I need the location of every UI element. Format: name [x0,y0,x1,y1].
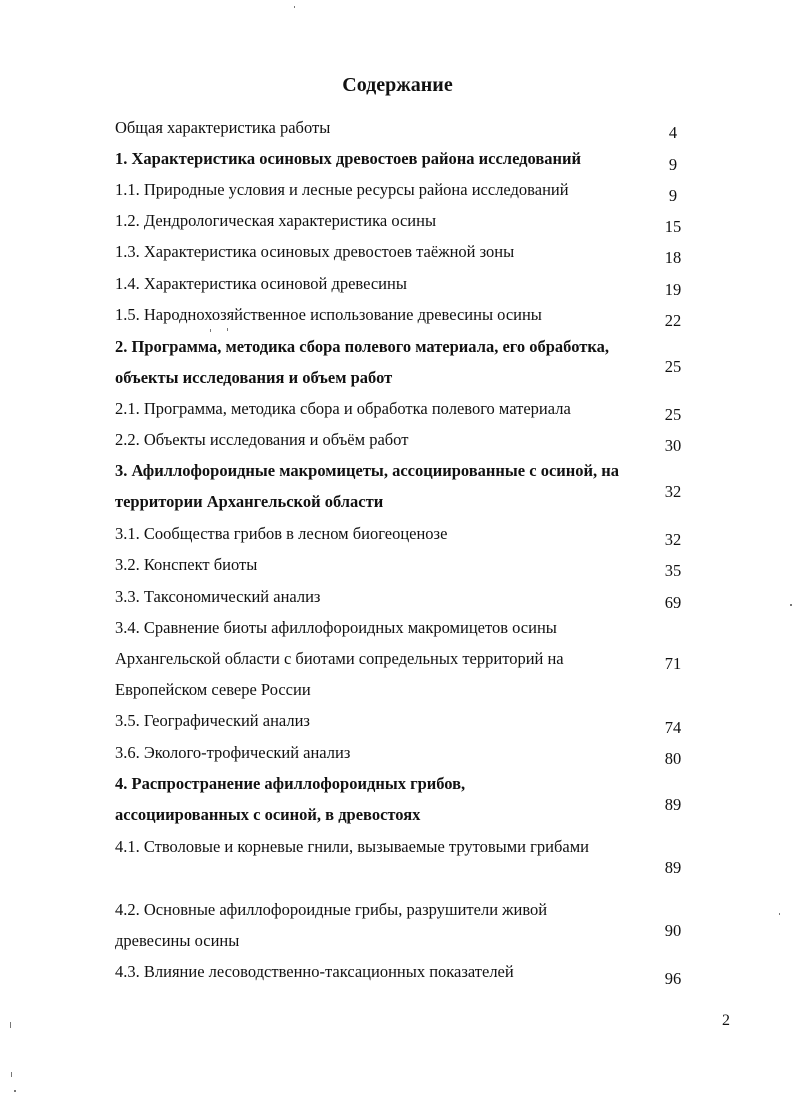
toc-entry-page: 19 [664,280,682,299]
scan-speck [779,913,780,915]
toc-entry-page: 80 [664,749,682,768]
toc-entry-text: 3.2. Конспект биоты [115,555,258,574]
toc-entry-page: 22 [664,311,682,330]
toc-entry-page: 71 [664,654,682,673]
toc-entry-page: 74 [664,718,682,737]
toc-entry [115,236,695,267]
scan-speck [10,1022,11,1028]
toc-entry-page: 32 [664,530,682,549]
toc-entry-page: 90 [664,921,682,940]
toc-entry-text: 3. Афиллофороидные макромицеты, ассоциированные с осиной, на территории Архангельской области [115,461,620,511]
toc-entry [115,455,695,517]
toc-entry-text: 3.4. Сравнение биоты афиллофороидных макромицетов осины Архангельской области с биотами сопредельных территорий на Европейском севере России [115,618,564,699]
toc-entry-text: 4.3. Влияние лесоводственно-таксационных показателей [115,962,514,981]
toc-entry-text: 2.2. Объекты исследования и объём работ [115,430,409,449]
toc-entry-text: 1.2. Дендрологическая характеристика осины [115,211,437,230]
toc-entry-page: 15 [664,217,682,236]
toc-entry-page: 25 [664,357,682,376]
toc-entry [115,581,695,612]
toc-entry-text: 1.5. Народнохозяйственное использование древесины осины [115,305,542,324]
toc-entry-page: 96 [664,969,682,988]
toc-entry-text: 3.3. Таксономический анализ [115,587,321,606]
toc-entry-page: 9 [668,186,678,205]
scan-speck [14,1090,16,1092]
scan-speck [11,1072,12,1077]
toc-entry-page: 18 [664,248,682,267]
toc-entry-page: 69 [664,593,682,612]
toc-entry [115,612,695,705]
toc-entry [115,549,695,580]
toc-entry [115,299,695,330]
toc-title: Содержание [342,74,453,96]
toc-entry [115,143,695,174]
toc-entry-text: 2. Программа, методика сбора полевого материала, его обработка, объекты исследования и объем работ [115,337,609,387]
toc-entry-text: 2.1. Программа, методика сбора и обработка полевого материала [115,399,571,418]
page-number: 2 [722,1012,730,1029]
toc-entry-page: 35 [664,561,682,580]
toc-entry [115,205,695,236]
toc-entry [115,737,695,768]
toc-entry-page: 30 [664,436,682,455]
toc-entry-text: 3.1. Сообщества грибов в лесном биогеоценозе [115,524,448,543]
toc-entry-text: 1.3. Характеристика осиновых древостоев таёжной зоны [115,242,515,261]
toc-entry [115,331,695,393]
toc-entry [115,831,695,893]
toc-entry [115,956,695,987]
toc-entry-text: 4.1. Стволовые и корневые гнили, вызываемые трутовыми грибами [115,837,589,856]
toc-entry [115,268,695,299]
toc-entry [115,705,695,736]
toc-entry-page: 89 [664,795,682,814]
toc-entry-text: 4. Распространение афиллофороидных грибов, ассоциированных с осиной, в древостоях [115,774,466,824]
toc-entry [115,518,695,549]
toc-entry-text: 1. Характеристика осиновых древостоев района исследований [115,149,582,168]
toc-entry [115,894,695,956]
toc-entry [115,424,695,455]
toc-entry [115,112,695,143]
toc-entry-page: 9 [668,155,678,174]
scan-speck [210,329,211,332]
toc-entry-text: 3.5. Географический анализ [115,711,310,730]
toc-entry-text: Общая характеристика работы [115,118,331,137]
scan-speck [294,6,295,8]
toc-entry-text: 4.2. Основные афиллофороидные грибы, разрушители живой древесины осины [115,900,548,950]
toc-entry [115,393,695,424]
toc-entry [115,174,695,205]
scan-speck [790,604,792,606]
toc-entry-page: 4 [668,123,678,142]
scan-speck [227,328,228,331]
toc-entry-page: 32 [664,482,682,501]
toc-entry-text: 1.1. Природные условия и лесные ресурсы района исследований [115,180,569,199]
toc-entry-page: 89 [664,858,682,877]
toc-entry-text: 1.4. Характеристика осиновой древесины [115,274,407,293]
toc-entry-text: 3.6. Эколого-трофический анализ [115,743,351,762]
toc-entry-page: 25 [664,405,682,424]
toc-entry [115,768,695,830]
